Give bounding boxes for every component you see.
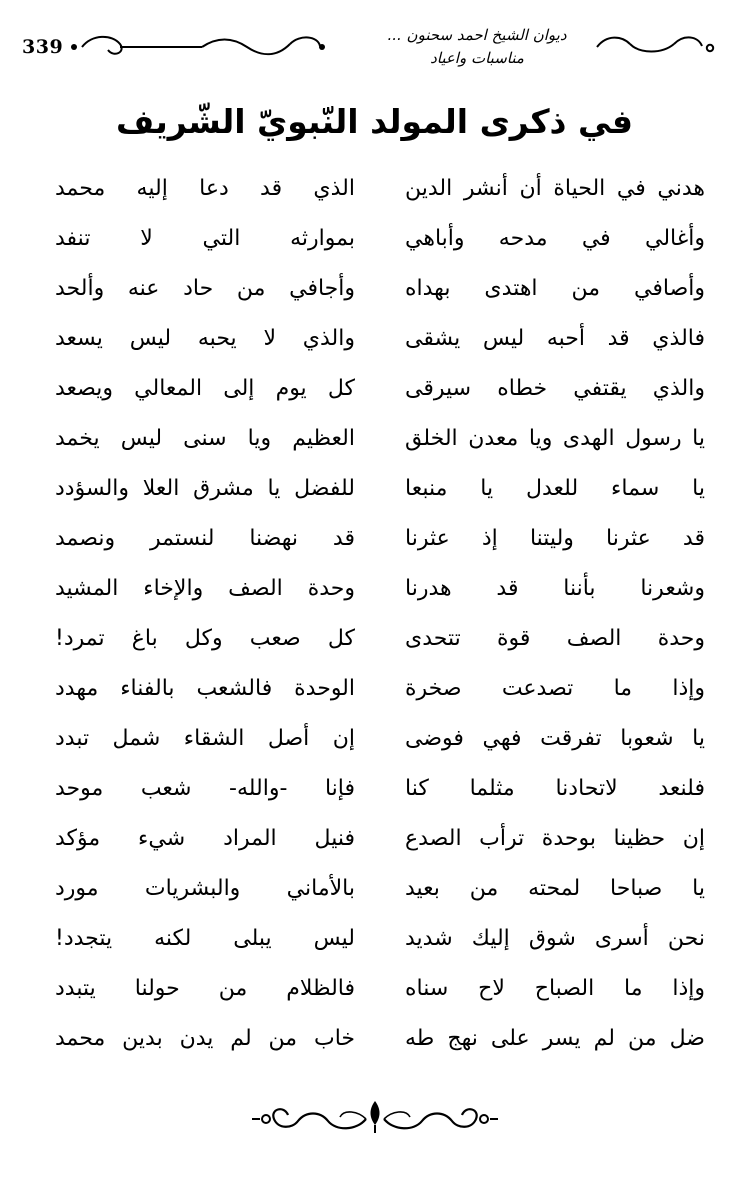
verse [55,914,705,964]
verse-second-hemistich: فنيل المراد شيء مؤكد [55,826,355,851]
verse [55,514,705,564]
verse-second-hemistich: بموارثه التي لا تنفد [55,226,355,251]
verse-first-hemistich: وإذا ما تصدعت صخرة [405,676,705,701]
verse-first-hemistich: ضل من لم يسر على نهج طه [405,1026,705,1051]
verse-first-hemistich: نحن أسرى شوق إليك شديد [405,926,705,951]
verse-first-hemistich: وشعرنا بأننا قد هدرنا [405,576,705,601]
verse-first-hemistich: فالذي قد أحبه ليس يشقى [405,326,705,351]
verse-second-hemistich: قد نهضنا لنستمر ونصمد [55,526,355,551]
verse-second-hemistich: الوحدة فالشعب بالفناء مهدد [55,676,355,701]
page-number: 339 [22,36,64,58]
verse [55,664,705,714]
verse-second-hemistich: إن أصل الشقاء شمل تبدد [55,726,355,751]
verse [55,764,705,814]
verse-first-hemistich: وحدة الصف قوة تتحدى [405,626,705,651]
verse [55,614,705,664]
verse-first-hemistich: وأغالي في مدحه وأباهي [405,226,705,251]
verse-first-hemistich: يا رسول الهدى ويا معدن الخلق [405,426,705,451]
verse [55,464,705,514]
poem-body [55,164,705,1064]
running-head-section: مناسبات واعياد [430,49,524,67]
verse [55,1014,705,1064]
verse [55,414,705,464]
verse-second-hemistich: وأجافي من حاد عنه وألحد [55,276,355,301]
verse [55,214,705,264]
verse-first-hemistich: فلنعد لاتحادنا مثلما كنا [405,776,705,801]
verse [55,814,705,864]
verse [55,364,705,414]
page-header [22,22,727,74]
verse-second-hemistich: والذي لا يحبه ليس يسعد [55,326,355,351]
verse-second-hemistich: ليس يبلى لكنه يتجدد! [55,926,355,951]
verse [55,164,705,214]
verse [55,264,705,314]
verse-second-hemistich: فإنا -والله- شعب موحد [55,776,355,801]
running-head-author: ديوان الشيخ احمد سحنون ... [387,26,567,44]
verse-first-hemistich: وإذا ما الصباح لاح سناه [405,976,705,1001]
verse-second-hemistich: كل صعب وكل باغ تمرد! [55,626,355,651]
verse-second-hemistich: العظيم ويا سنى ليس يخمد [55,426,355,451]
verse [55,564,705,614]
verse-first-hemistich: هدني في الحياة أن أنشر الدين [405,176,705,201]
verse-first-hemistich: والذي يقتفي خطاه سيرقى [405,376,705,401]
verse-first-hemistich: قد عثرنا وليتنا إذ عثرنا [405,526,705,551]
fleuron-icon [248,1095,502,1146]
verse-second-hemistich: وحدة الصف والإخاء المشيد [55,576,355,601]
verse [55,314,705,364]
verse-second-hemistich: بالأماني والبشريات مورد [55,876,355,901]
verse-first-hemistich: يا سماء للعدل يا منبعا [405,476,705,501]
verse [55,864,705,914]
verse [55,964,705,1014]
verse-second-hemistich: فالظلام من حولنا يتبدد [55,976,355,1001]
verse-first-hemistich: إن حظينا بوحدة ترأب الصدع [405,826,705,851]
verse-first-hemistich: وأصافي من اهتدى بهداه [405,276,705,301]
verse-first-hemistich: يا صباحا لمحته من بعيد [405,876,705,901]
verse-second-hemistich: كل يوم إلى المعالي ويصعد [55,376,355,401]
verse [55,714,705,764]
verse-second-hemistich: للفضل يا مشرق العلا والسؤدد [55,476,355,501]
verse-second-hemistich: خاب من لم يدن بدين محمد [55,1026,355,1051]
verse-first-hemistich: يا شعوبا تفرقت فهي فوضى [405,726,705,751]
poem-title: في ذكرى المولد النّبويّ الشّريف [116,102,633,141]
verse-second-hemistich: الذي قد دعا إليه محمد [55,176,355,201]
